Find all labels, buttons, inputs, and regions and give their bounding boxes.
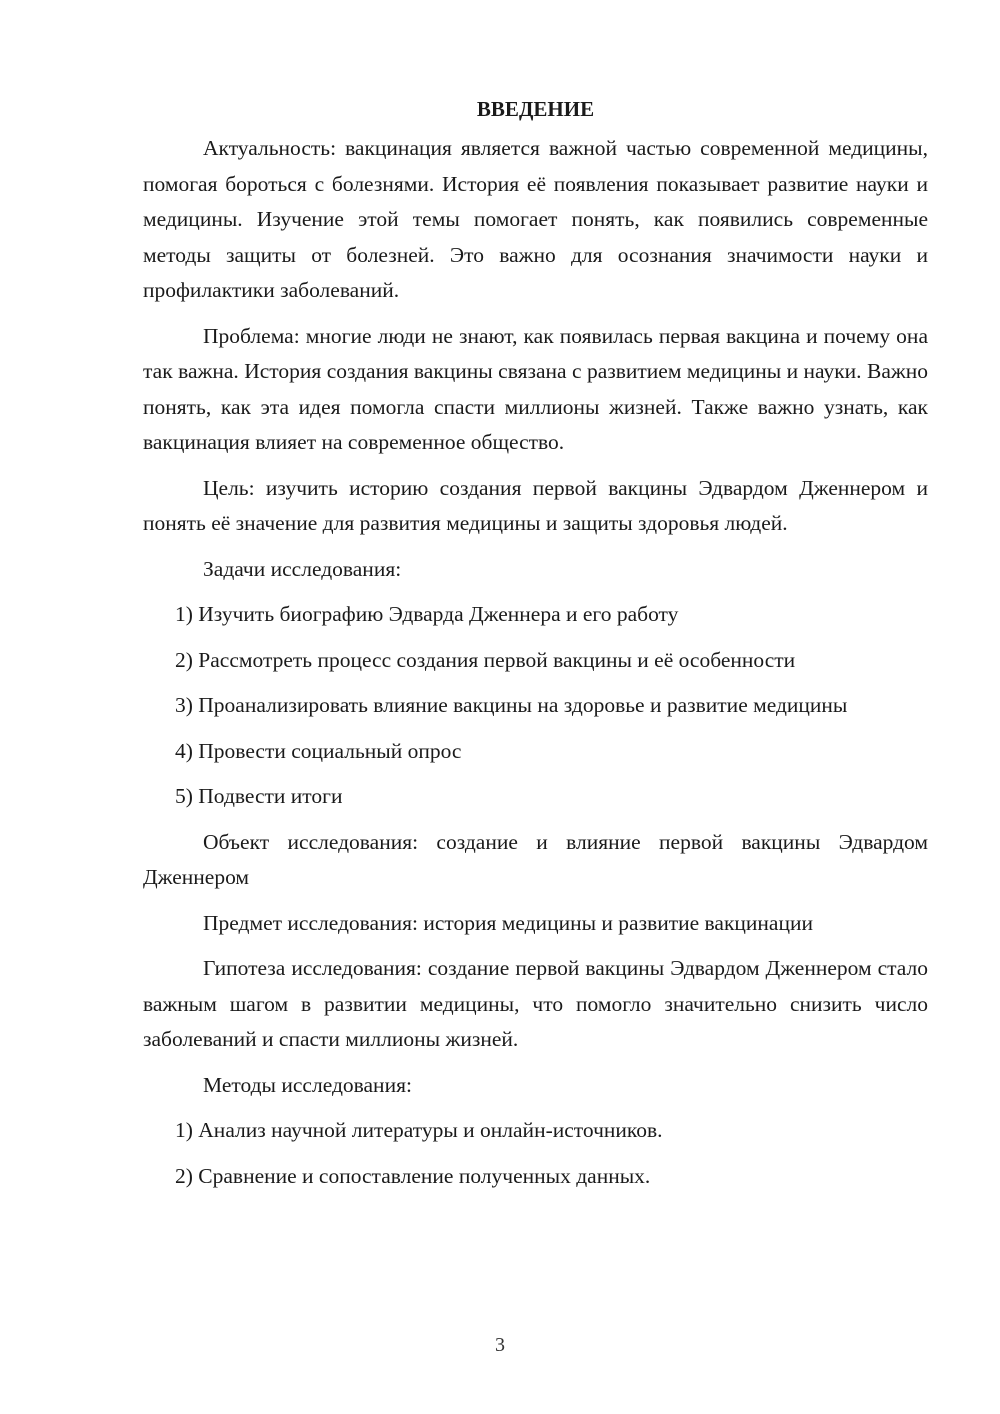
task-item-2: 2) Рассмотреть процесс создания первой вакцины и её особенности xyxy=(175,647,796,672)
goal-paragraph: Цель: изучить историю создания первой вакцины Эдвардом Дженнером и понять её значение для развития медицины и защиты здоровья людей. xyxy=(143,475,928,535)
task-item-1: 1) Изучить биографию Эдварда Дженнера и его работу xyxy=(175,602,679,626)
methods-heading: Методы исследования: xyxy=(203,1072,412,1097)
method-item-1: 1) Анализ научной литературы и онлайн-источников. xyxy=(175,1118,663,1142)
task-item-4: 4) Провести социальный опрос xyxy=(175,738,462,763)
document-page xyxy=(143,92,928,1204)
page-number: 3 xyxy=(495,1334,505,1356)
method-item-2: 2) Сравнение и сопоставление полученных данных. xyxy=(175,1163,651,1188)
task-item-3: 3) Проанализировать влияние вакцины на здоровье и развитие медицины xyxy=(175,693,848,717)
hypothesis-paragraph: Гипотеза исследования: создание первой вакцины Эдвардом Дженнером стало важным шагом в развитии медицины, что помогло значительно снизить число заболеваний и спасти миллионы жизней. xyxy=(143,956,928,1051)
relevance-paragraph: Актуальность: вакцинация является важной частью современной медицины, помогая бороться с болезнями. История её появления показывает развитие науки и медицины. Изучение этой темы помогает понять, как появились современные методы защиты от болезней. Это важно для осознания значимости науки и профилактики заболеваний. xyxy=(143,136,928,302)
task-item-5: 5) Подвести итоги xyxy=(175,784,343,808)
subject-paragraph: Предмет исследования: история медицины и развитие вакцинации xyxy=(203,910,813,935)
problem-paragraph: Проблема: многие люди не знают, как появилась первая вакцина и почему она так важна. История создания вакцины связана с развитием медицины и науки. Важно понять, как эта идея помогла спасти миллионы жизней. Также важно узнать, как вакцинация влияет на современное общество. xyxy=(143,323,928,454)
object-paragraph: Объект исследования: создание и влияние первой вакцины Эдвардом Дженнером xyxy=(143,829,928,889)
tasks-heading: Задачи исследования: xyxy=(203,556,402,581)
section-title: ВВЕДЕНИЕ xyxy=(476,97,595,121)
